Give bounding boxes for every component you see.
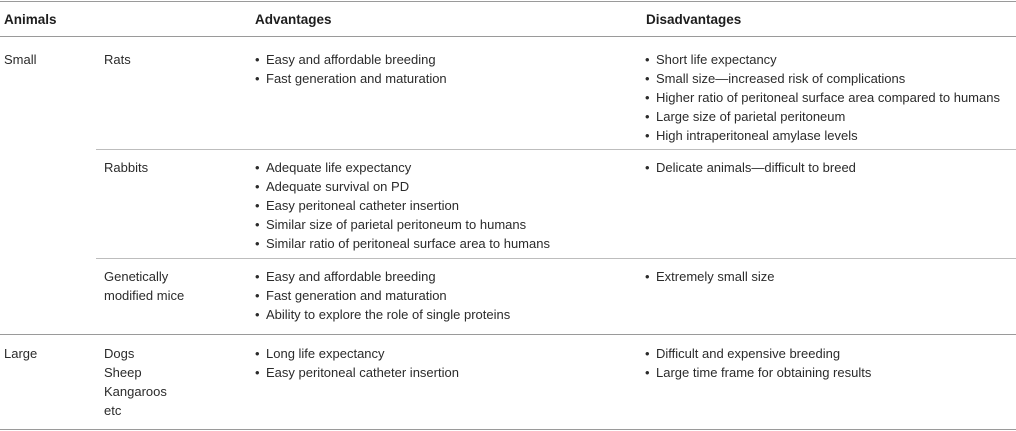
list-item: • Easy and affordable breeding (255, 269, 436, 284)
list-item: • Short life expectancy (645, 52, 777, 67)
list-item: • Large time frame for obtaining results (645, 365, 872, 380)
bullet-icon: • (645, 109, 650, 124)
list-item: • Difficult and expensive breeding (645, 346, 841, 361)
list-item: • Adequate survival on PD (255, 179, 410, 194)
animal-line: modified mice (104, 288, 185, 303)
table-top-rule (0, 1, 1016, 2)
bullet-icon: • (255, 365, 260, 380)
list-item: • Long life expectancy (255, 346, 385, 361)
disadvantages-list-rabbits (645, 158, 856, 177)
bullet-icon: • (255, 269, 260, 284)
list-item: • Similar size of parietal peritoneum to humans (255, 217, 527, 232)
list-item: • Extremely small size (645, 269, 775, 284)
list-item: • Small size—increased risk of complications (645, 71, 906, 86)
table-bottom-rule (0, 429, 1016, 430)
animal-rabbits (104, 158, 148, 177)
animal-line: Sheep (104, 365, 142, 380)
list-item: • Adequate life expectancy (255, 160, 412, 175)
category-large: Large (4, 346, 38, 361)
disadvantages-list-large (645, 344, 871, 382)
bullet-icon: • (255, 52, 260, 67)
advantages-list-large (255, 344, 459, 382)
list-item: • Fast generation and maturation (255, 71, 447, 86)
bullet-icon: • (645, 365, 650, 380)
list-item: • Higher ratio of peritoneal surface area compared to humans (645, 90, 1000, 105)
advantages-list-rats (255, 50, 447, 88)
list-item: • Easy peritoneal catheter insertion (255, 365, 459, 380)
bullet-icon: • (255, 307, 260, 322)
bullet-icon: • (645, 346, 650, 361)
animal-line: Dogs (104, 346, 135, 361)
header-advantages: Advantages (255, 12, 332, 27)
advantages-list-gm-mice (255, 267, 510, 324)
category-small: Small (4, 52, 37, 67)
bullet-icon: • (255, 217, 260, 232)
bullet-icon: • (255, 160, 260, 175)
bullet-icon: • (645, 90, 650, 105)
animal-line: Rats (104, 52, 131, 67)
bullet-icon: • (645, 160, 650, 175)
animal-large-list (104, 344, 167, 420)
bullet-icon: • (645, 52, 650, 67)
list-item: • Fast generation and maturation (255, 288, 447, 303)
animal-line: Genetically (104, 269, 169, 284)
advantages-list-rabbits (255, 158, 550, 253)
row-rule (96, 258, 1016, 259)
animal-line: Rabbits (104, 160, 149, 175)
bullet-icon: • (645, 269, 650, 284)
animal-rats (104, 50, 131, 69)
bullet-icon: • (645, 71, 650, 86)
list-item: • Ability to explore the role of single proteins (255, 307, 511, 322)
disadvantages-list-rats (645, 50, 1000, 145)
list-item: • Large size of parietal peritoneum (645, 109, 846, 124)
bullet-icon: • (255, 179, 260, 194)
bullet-icon: • (645, 128, 650, 143)
header-disadvantages: Disadvantages (646, 12, 742, 27)
animal-line: Kangaroos (104, 384, 167, 399)
list-item: • Delicate animals—difficult to breed (645, 160, 856, 175)
header-animals: Animals (4, 12, 57, 27)
bullet-icon: • (255, 198, 260, 213)
list-item: • Easy peritoneal catheter insertion (255, 198, 459, 213)
list-item: • Easy and affordable breeding (255, 52, 436, 67)
header-rule (0, 36, 1016, 37)
list-item: • High intraperitoneal amylase levels (645, 128, 858, 143)
disadvantages-list-gm-mice (645, 267, 774, 286)
list-item: • Similar ratio of peritoneal surface area to humans (255, 236, 550, 251)
bullet-icon: • (255, 346, 260, 361)
bullet-icon: • (255, 288, 260, 303)
animal-gm-mice (104, 267, 184, 305)
row-rule (96, 149, 1016, 150)
animal-line: etc (104, 403, 122, 418)
group-rule (0, 334, 1016, 335)
bullet-icon: • (255, 236, 260, 251)
bullet-icon: • (255, 71, 260, 86)
